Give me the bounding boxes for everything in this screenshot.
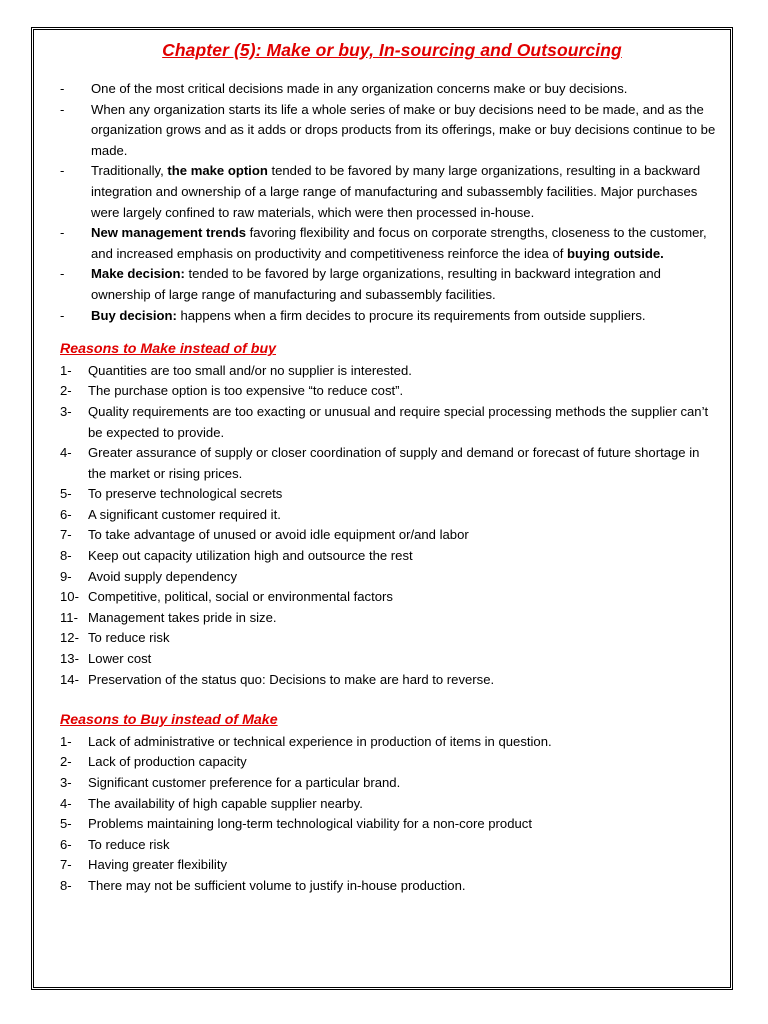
item-number: 5-: [60, 816, 72, 832]
intro-bullet: [60, 100, 720, 162]
bullet-dash: -: [60, 101, 65, 117]
text-run: When any organization starts its life a whole series of make or buy decisions need to be made, and as the organization grows and as it adds or drops products from its offerings, make or buy decisions continue to be made.: [91, 101, 716, 158]
item-number: 8-: [60, 877, 72, 893]
list-item: [60, 855, 720, 876]
item-text: The availability of high capable supplier nearby.: [88, 795, 363, 811]
bullet-dash: -: [60, 225, 65, 241]
bold-phrase: buying outside.: [567, 245, 664, 261]
bold-phrase: New management trends: [91, 225, 246, 241]
item-text: Lack of administrative or technical experience in production of items in question.: [88, 733, 552, 749]
text-run: happens when a firm decides to procure its requirements from outside suppliers.: [176, 307, 646, 323]
item-text: Problems maintaining long-term technological viability for a non-core product: [88, 816, 532, 832]
item-text: A significant customer required it.: [88, 506, 281, 522]
list-item: [60, 814, 720, 835]
item-number: 1-: [60, 362, 72, 378]
list-item: [60, 484, 720, 505]
make-reasons-list: [60, 361, 720, 691]
item-text: To reduce risk: [88, 836, 170, 852]
item-number: 3-: [60, 775, 72, 790]
item-number: 11-: [60, 609, 78, 625]
text-run: One of the most critical decisions made in any organization concerns make or buy decisions.: [91, 81, 628, 96]
item-number: 8-: [60, 548, 72, 564]
bullet-dash: -: [60, 307, 65, 323]
bullet-text: [91, 79, 720, 100]
intro-bullet: [60, 223, 720, 264]
item-text: There may not be sufficient volume to justify in-house production.: [88, 877, 466, 893]
list-item: [60, 773, 720, 794]
item-text: Quality requirements are too exacting or unusual and require special processing methods the supplier can’t be expected to provide.: [88, 403, 709, 440]
bullet-dash: -: [60, 266, 65, 282]
item-number: 4-: [60, 445, 72, 461]
item-number: 4-: [60, 795, 72, 811]
text-run: favoring flexibility and focus on corporate strengths, closeness to the customer, and increased emphasis on productivity and competitiveness reinforce the idea of: [91, 225, 707, 261]
text-run: tended to be favored by many large organizations, resulting in a backward integration and ownership of a large range of manufacturing and subassembly facilities. Major purchases were largely confined to raw materials, which were then processed in-house.: [91, 163, 701, 220]
bullet-dash: -: [60, 81, 65, 96]
item-number: 13-: [60, 651, 79, 667]
item-number: 7-: [60, 857, 72, 873]
item-number: 6-: [60, 836, 72, 852]
item-text: The purchase option is too expensive “to reduce cost”.: [88, 383, 404, 399]
bullet-dash: -: [60, 163, 65, 179]
list-item: [60, 608, 720, 629]
item-text: Management takes pride in size.: [88, 609, 277, 625]
list-item: [60, 670, 720, 691]
item-number: 2-: [60, 754, 72, 770]
list-item: [60, 628, 720, 649]
list-item: [60, 361, 720, 382]
item-text: Keep out capacity utilization high and outsource the rest: [88, 548, 413, 564]
text-run: tended to be favored by large organizations, resulting in backward integration and ownership of large range of manufacturing and subassembly facilities.: [91, 266, 661, 302]
list-item: [60, 505, 720, 526]
intro-bullet: [60, 79, 720, 100]
bullet-text: [91, 100, 720, 162]
bold-phrase: Buy decision:: [91, 307, 177, 323]
list-item: [60, 567, 720, 588]
item-text: To reduce risk: [88, 630, 170, 646]
text-run: Traditionally,: [91, 163, 168, 179]
list-item: [60, 649, 720, 670]
item-number: 14-: [60, 671, 79, 687]
buy-reasons-list: [60, 732, 720, 897]
list-item: [60, 587, 720, 608]
item-text: Lack of production capacity: [88, 754, 247, 770]
bold-phrase: Make decision:: [91, 266, 185, 282]
item-number: 1-: [60, 733, 72, 749]
item-text: To take advantage of unused or avoid idle equipment or/and labor: [88, 527, 469, 543]
list-item: [60, 381, 720, 402]
item-number: 6-: [60, 506, 72, 522]
item-text: Greater assurance of supply or closer coordination of supply and demand or forecast of future shortage in the market or rising prices.: [88, 445, 700, 481]
list-item: [60, 443, 720, 484]
bullet-text: [91, 161, 720, 223]
intro-list: [60, 79, 720, 326]
intro-bullet: [60, 306, 720, 327]
list-item: [60, 752, 720, 773]
item-number: 12-: [60, 630, 79, 646]
chapter-title: Chapter (5): Make or buy, In-sourcing and Outsourcing: [162, 40, 622, 60]
item-number: 2-: [60, 383, 72, 399]
item-number: 7-: [60, 527, 72, 543]
bullet-text: [91, 264, 720, 305]
item-text: Quantities are too small and/or no supplier is interested.: [88, 362, 412, 378]
document-body: [60, 79, 720, 897]
bullet-text: [91, 223, 720, 264]
intro-bullet: [60, 264, 720, 305]
item-text: Preservation of the status quo: Decisions to make are hard to reverse.: [88, 671, 495, 687]
item-number: 5-: [60, 486, 72, 502]
list-item: [60, 835, 720, 856]
bold-phrase: the make option: [167, 163, 268, 179]
list-item: [60, 525, 720, 546]
item-text: Significant customer preference for a particular brand.: [88, 775, 401, 790]
intro-bullet: [60, 161, 720, 223]
list-item: [60, 402, 720, 443]
list-item: [60, 732, 720, 753]
item-text: Competitive, political, social or environmental factors: [88, 589, 393, 605]
item-number: 3-: [60, 403, 72, 419]
item-number: 9-: [60, 568, 72, 584]
make-section-heading: Reasons to Make instead of buy: [60, 341, 277, 358]
list-item: [60, 546, 720, 567]
item-number: 10-: [60, 589, 79, 605]
list-item: [60, 794, 720, 815]
item-text: Lower cost: [88, 651, 152, 667]
item-text: Avoid supply dependency: [88, 568, 237, 584]
list-item: [60, 876, 720, 897]
bullet-text: [91, 306, 720, 327]
item-text: To preserve technological secrets: [88, 486, 283, 502]
buy-section-heading: Reasons to Buy instead of Make: [60, 712, 278, 729]
item-text: Having greater flexibility: [88, 857, 227, 873]
